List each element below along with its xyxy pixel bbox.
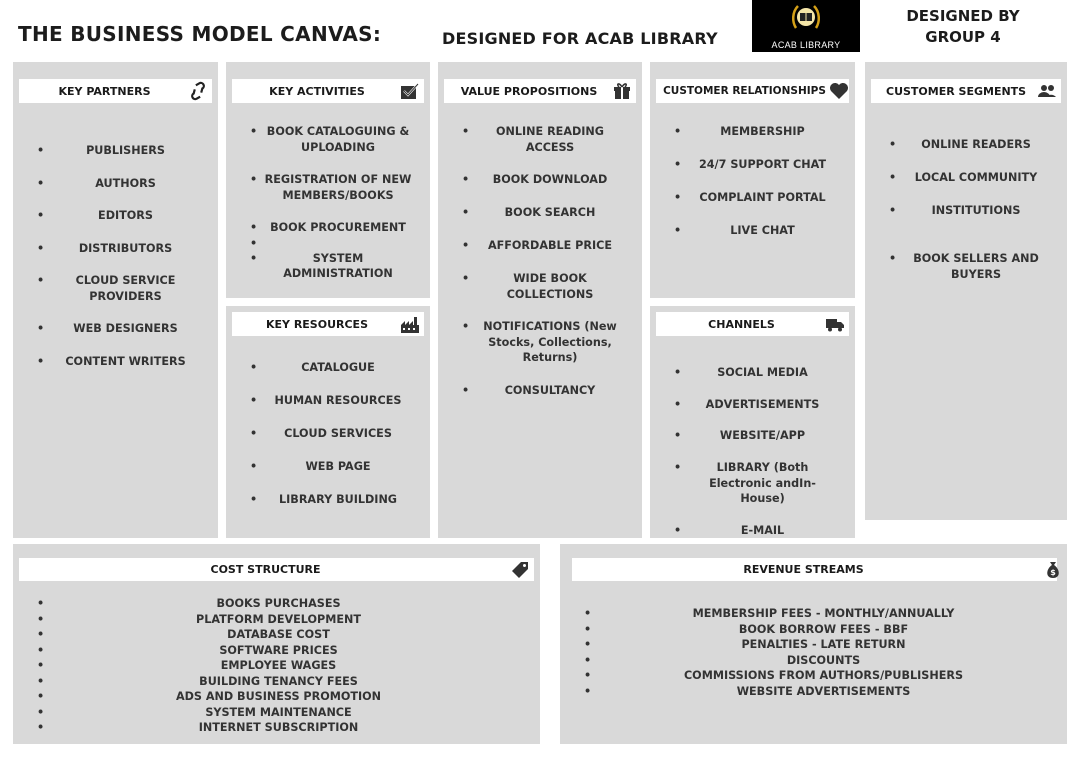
customer-relationships-title: CUSTOMER RELATIONSHIPS xyxy=(663,85,826,97)
tag-icon xyxy=(510,560,530,580)
list-item: • AUTHORS xyxy=(13,176,218,192)
list-item: • BUILDING TENANCY FEES xyxy=(13,674,540,690)
list-item xyxy=(226,236,430,251)
list-item: • LIVE CHAT xyxy=(650,223,855,239)
list-item: • ADS AND BUSINESS PROMOTION xyxy=(13,689,540,705)
revenue-streams-header xyxy=(572,558,1057,581)
list-item: • DISCOUNTS xyxy=(560,653,1067,669)
key-resources-list xyxy=(226,360,430,524)
list-item: • ONLINE READERS xyxy=(865,137,1067,153)
key-resources-panel xyxy=(226,306,430,538)
key-resources-title: KEY RESOURCES xyxy=(265,317,368,331)
designed-by-line2: GROUP 4 xyxy=(925,28,1001,46)
heart-icon xyxy=(829,81,849,101)
list-item: • BOOK SELLERS AND BUYERS xyxy=(865,251,1067,282)
laurel-book-icon xyxy=(790,2,822,34)
channels-header xyxy=(656,312,849,336)
key-activities-list xyxy=(226,124,430,282)
list-item: • BOOKS PURCHASES xyxy=(13,596,540,612)
value-propositions-title: VALUE PROPOSITIONS xyxy=(460,84,598,98)
list-item: • CATALOGUE xyxy=(226,360,430,376)
key-activities-panel xyxy=(226,62,430,298)
customer-relationships-list xyxy=(650,124,855,238)
cost-structure-header xyxy=(19,558,534,581)
key-activities-title: KEY ACTIVITIES xyxy=(269,84,365,98)
channels-title: CHANNELS xyxy=(708,317,775,331)
money-bag-icon xyxy=(1043,560,1063,580)
designed-by-line1: DESIGNED BY xyxy=(906,7,1020,25)
list-item: • INSTITUTIONS xyxy=(865,203,1067,219)
list-item: • REGISTRATION OF NEW MEMBERS/BOOKS xyxy=(226,172,430,203)
list-item: • CLOUD SERVICES xyxy=(226,426,430,442)
list-item: • BOOK PROCUREMENT xyxy=(226,220,430,236)
list-item: • E-MAIL xyxy=(650,523,855,539)
users-icon xyxy=(1037,81,1057,101)
list-item: • LOCAL COMMUNITY xyxy=(865,170,1067,186)
list-item: • NOTIFICATIONS (New Stocks, Collections, Returns) xyxy=(438,319,642,366)
list-item: • MEMBERSHIP xyxy=(650,124,855,140)
customer-segments-header xyxy=(871,79,1061,103)
list-item: • WEBSITE ADVERTISEMENTS xyxy=(560,684,1067,700)
list-item: • BOOK SEARCH xyxy=(438,205,642,221)
list-item: • INTERNET SUBSCRIPTION xyxy=(13,720,540,736)
list-item: • CONSULTANCY xyxy=(438,383,642,399)
list-item: • PLATFORM DEVELOPMENT xyxy=(13,612,540,628)
list-item: • HUMAN RESOURCES xyxy=(226,393,430,409)
list-item: • ADVERTISEMENTS xyxy=(650,397,855,413)
factory-icon xyxy=(400,314,420,334)
list-item: • EMPLOYEE WAGES xyxy=(13,658,540,674)
logo-text: ACAB LIBRARY xyxy=(771,40,841,50)
customer-segments-title: CUSTOMER SEGMENTS xyxy=(886,84,1026,98)
designed-by xyxy=(878,6,1048,48)
list-item: • BOOK CATALOGUING & UPLOADING xyxy=(226,124,430,155)
value-propositions-header xyxy=(444,79,636,103)
cost-structure-title: COST STRUCTURE xyxy=(210,563,321,576)
list-item: • EDITORS xyxy=(13,208,218,224)
key-partners-header xyxy=(19,79,212,103)
checkbox-icon xyxy=(400,81,420,101)
cost-structure-panel xyxy=(13,544,540,744)
acab-library-logo xyxy=(752,0,860,52)
list-item: • CONTENT WRITERS xyxy=(13,354,218,370)
key-partners-list xyxy=(13,143,218,386)
revenue-streams-panel xyxy=(560,544,1067,744)
list-item: • LIBRARY (Both Electronic andIn-House) xyxy=(650,460,855,507)
list-item: • WEB PAGE xyxy=(226,459,430,475)
page-subtitle: DESIGNED FOR ACAB LIBRARY xyxy=(442,29,718,48)
cost-structure-list xyxy=(13,596,540,736)
list-item: • ONLINE READING ACCESS xyxy=(438,124,642,155)
customer-relationships-panel xyxy=(650,62,855,298)
list-item: • PENALTIES - LATE RETURN xyxy=(560,637,1067,653)
list-item: • WEB DESIGNERS xyxy=(13,321,218,337)
customer-segments-panel xyxy=(865,62,1067,520)
list-item: • SOFTWARE PRICES xyxy=(13,643,540,659)
svg-text:$: $ xyxy=(1050,568,1056,577)
gift-icon xyxy=(612,81,632,101)
revenue-streams-list xyxy=(560,606,1067,699)
list-item: • AFFORDABLE PRICE xyxy=(438,238,642,254)
list-item: • COMPLAINT PORTAL xyxy=(650,190,855,206)
list-item: • DATABASE COST xyxy=(13,627,540,643)
list-item: • DISTRIBUTORS xyxy=(13,241,218,257)
key-partners-title: KEY PARTNERS xyxy=(58,84,151,98)
list-item: • SOCIAL MEDIA xyxy=(650,365,855,381)
list-item: • SYSTEM ADMINISTRATION xyxy=(226,251,430,282)
page-title: THE BUSINESS MODEL CANVAS: xyxy=(18,22,382,46)
list-item: • LIBRARY BUILDING xyxy=(226,492,430,508)
list-item: • WEBSITE/APP xyxy=(650,428,855,444)
key-resources-header xyxy=(232,312,424,336)
list-item: • CLOUD SERVICE PROVIDERS xyxy=(13,273,218,304)
truck-icon xyxy=(825,314,845,334)
key-activities-header xyxy=(232,79,424,103)
list-item: • WIDE BOOK COLLECTIONS xyxy=(438,271,642,302)
list-item: • BOOK DOWNLOAD xyxy=(438,172,642,188)
list-item: • COMMISSIONS FROM AUTHORS/PUBLISHERS xyxy=(560,668,1067,684)
list-item: • 24/7 SUPPORT CHAT xyxy=(650,157,855,173)
revenue-streams-title: REVENUE STREAMS xyxy=(743,563,864,576)
value-propositions-list xyxy=(438,124,642,399)
key-partners-panel xyxy=(13,62,218,538)
channels-panel xyxy=(650,306,855,538)
customer-relationships-header xyxy=(656,79,849,103)
link-icon xyxy=(188,81,208,101)
list-item: • MEMBERSHIP FEES - MONTHLY/ANNUALLY xyxy=(560,606,1067,622)
customer-segments-list xyxy=(865,137,1067,282)
channels-list xyxy=(650,365,855,538)
value-propositions-panel xyxy=(438,62,642,538)
list-item: • PUBLISHERS xyxy=(13,143,218,159)
list-item: • BOOK BORROW FEES - BBF xyxy=(560,622,1067,638)
list-item: • SYSTEM MAINTENANCE xyxy=(13,705,540,721)
